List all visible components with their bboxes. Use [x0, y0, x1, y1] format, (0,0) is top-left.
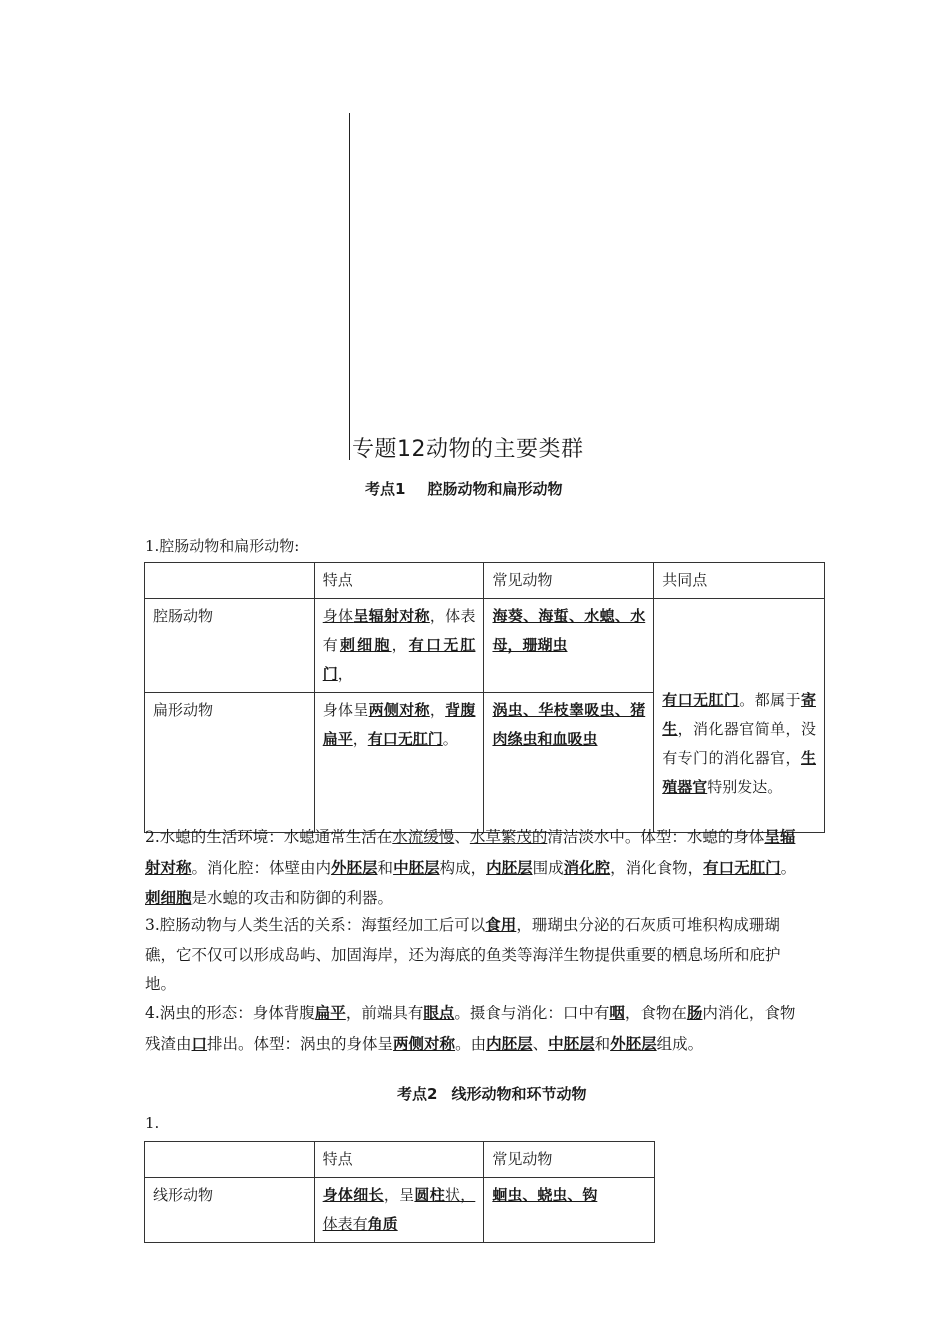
flatworm-animals — [484, 693, 654, 833]
table-header-row — [145, 1142, 655, 1178]
common-features — [654, 599, 825, 833]
table-roundworms-annelids — [144, 1141, 655, 1243]
page-title: 专题12动物的主要类群 — [352, 437, 584, 462]
text: 。 — [780, 858, 797, 877]
table-row — [145, 1178, 655, 1243]
animal-list: 海葵、海蜇、水螅、水母，珊瑚虫 — [492, 607, 646, 654]
table-header-cell: 常见动物 — [484, 563, 654, 599]
section2-heading — [397, 1083, 586, 1104]
feature-key: 呈辐射对称 — [353, 607, 430, 625]
feature-text: 。 — [442, 730, 458, 748]
feature-text: ， — [352, 730, 368, 748]
text: 。由 — [455, 1034, 487, 1053]
common-key: 有口无肛门 — [662, 691, 740, 709]
section1-heading-num: 考点1 — [365, 480, 406, 498]
key-term: 两侧对称 — [393, 1033, 456, 1053]
common-key: 寄生 — [662, 691, 816, 738]
table-header-cell — [145, 1142, 315, 1178]
feature-key: 有口无肛门 — [322, 636, 476, 683]
feature-text: ， — [337, 665, 353, 683]
section1-intro: 1.腔肠动物和扁形动物: — [145, 537, 300, 555]
key-term: 中胚层 — [548, 1033, 595, 1053]
key-term: 肠 — [686, 1003, 703, 1022]
key-term: 内胚层 — [486, 857, 533, 877]
row-name-roundworms: 线形动物 — [145, 1178, 315, 1243]
feature-text: 身体呈 — [322, 701, 369, 719]
section2-intro: 1. — [145, 1114, 160, 1132]
feature-text: ，呈 — [383, 1186, 415, 1204]
text: 、 — [454, 828, 470, 846]
section2-heading-text: 线形动物和环节动物 — [451, 1085, 587, 1103]
underlined-text: 水流缓慢 — [392, 828, 455, 846]
text: 和 — [377, 858, 394, 877]
text: 内消化，食物残渣由 — [145, 1004, 796, 1053]
section1-heading — [365, 478, 562, 499]
margin-vertical-line — [349, 113, 350, 460]
text: 围成 — [532, 858, 564, 877]
key-term: 有口无肛门 — [703, 857, 781, 877]
feature-key: 两侧对称 — [368, 701, 430, 719]
feature-key: 角质 — [367, 1215, 398, 1233]
key-term: 口 — [191, 1033, 208, 1053]
table-header-cell: 特点 — [314, 563, 484, 599]
feature-key: 刺细胞 — [339, 636, 392, 654]
section2-heading-num: 考点2 — [397, 1085, 438, 1103]
text: 2.水螅的生活环境：水螅通常生活在 — [145, 828, 393, 846]
table-row — [145, 599, 825, 693]
table-header-cell: 特点 — [314, 1142, 484, 1178]
text: ，珊瑚虫分泌的石灰质可堆积构成珊瑚礁，它不仅可以形成岛屿、加固海岸，还为海底的鱼类等海洋生物提供重要的栖息场所和庇护地。 — [145, 916, 781, 993]
table-header-cell: 共同点 — [654, 563, 825, 599]
feature-key: 圆柱 — [414, 1186, 445, 1204]
text: 组成。 — [656, 1034, 704, 1053]
roundworm-features — [314, 1178, 484, 1243]
common-key: 生殖器官 — [662, 749, 816, 796]
row-name-cnidaria: 腔肠动物 — [145, 599, 315, 693]
roundworm-animals — [484, 1178, 655, 1243]
text: ，前端具有 — [345, 1004, 424, 1022]
feature-text: ，体表有 — [322, 607, 476, 654]
common-text: 特别发达。 — [707, 778, 783, 796]
text: 构成， — [439, 858, 487, 877]
cnidaria-features — [314, 599, 484, 693]
text: 、 — [532, 1034, 549, 1053]
key-term: 刺细胞 — [145, 888, 192, 907]
text: ，食物在 — [624, 1004, 687, 1022]
common-text: 。都属于 — [739, 691, 801, 709]
text: ，消化食物， — [610, 858, 704, 877]
key-term: 外胚层 — [610, 1033, 657, 1053]
feature-text: ， — [429, 701, 446, 719]
feature-key: 身体细长 — [322, 1186, 384, 1204]
text: 。消化腔：体壁由内 — [191, 858, 332, 877]
key-term: 中胚层 — [393, 857, 440, 877]
animal-list: 蛔虫、蛲虫、钩 — [492, 1186, 598, 1204]
cnidaria-animals — [484, 599, 654, 693]
text: 和 — [594, 1034, 611, 1053]
text: 。摄食与消化：口中有 — [454, 1004, 610, 1022]
key-term: 眼点 — [423, 1003, 455, 1022]
paragraph-cnidaria-humans — [145, 910, 810, 1000]
paragraph-planaria — [145, 998, 810, 1059]
common-text: ，消化器官简单，没有专门的消化器官， — [662, 720, 816, 767]
animal-list: 涡虫、华枝睾吸虫、猪肉绦虫和血吸虫 — [492, 701, 646, 748]
table-header-row — [145, 563, 825, 599]
key-term: 外胚层 — [331, 857, 378, 877]
feature-text: 状，体表有 — [322, 1186, 476, 1233]
table-header-cell: 常见动物 — [484, 1142, 655, 1178]
text: 4.涡虫的形态：身体背腹 — [145, 1004, 315, 1022]
key-term: 扁平 — [314, 1003, 346, 1022]
row-name-flatworms: 扁形动物 — [145, 693, 315, 833]
section1-heading-text: 腔肠动物和扁形动物 — [427, 480, 563, 498]
table-cnidaria-flatworms — [144, 562, 825, 833]
text: 清洁淡水中。体型：水螅的身体 — [547, 828, 765, 846]
key-term: 咽 — [609, 1003, 625, 1022]
key-term: 内胚层 — [486, 1033, 533, 1053]
table-header-cell — [145, 563, 315, 599]
paragraph-hydra — [145, 822, 810, 914]
underlined-text: 水草繁茂的 — [469, 828, 548, 846]
feature-key: 背腹扁平 — [322, 701, 476, 748]
text: 排出。体型：涡虫的身体呈 — [207, 1034, 394, 1053]
key-term: 食用 — [485, 915, 517, 934]
flatworm-features — [314, 693, 484, 833]
text: 是水螅的攻击和防御的利器。 — [191, 889, 394, 907]
text: 3.腔肠动物与人类生活的关系：海蜇经加工后可以 — [145, 916, 486, 934]
key-term: 消化腔 — [563, 857, 611, 877]
feature-key: 有口无肛门 — [367, 730, 443, 748]
key-term: 呈辐射对称 — [145, 827, 796, 877]
feature-text: 身体 — [322, 607, 354, 625]
feature-text: ， — [391, 636, 409, 654]
